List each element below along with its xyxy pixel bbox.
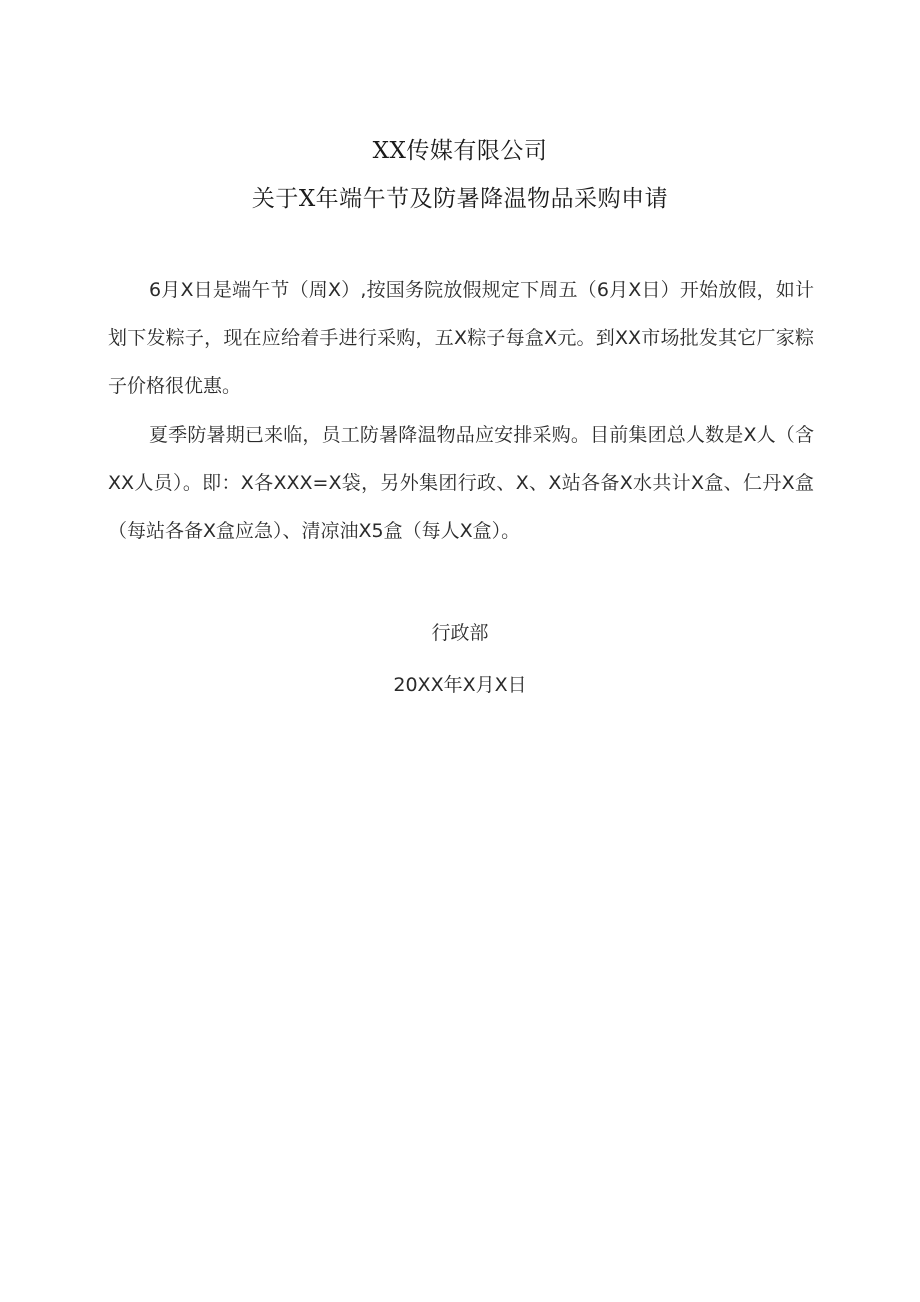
body-paragraph-1-block — [108, 266, 814, 410]
body-paragraph-2-block — [108, 411, 814, 555]
body-paragraph: 6月X日是端午节（周X）,按国务院放假规定下周五（6月X日）开始放假，如计划下发粽子，现在应给着手进行采购，五X粽子每盒X元。到XX市场批发其它厂家粽子价格很优惠。 — [108, 279, 814, 397]
company-title: XX传媒有限公司 — [372, 138, 548, 164]
document-subject-title: 关于X年端午节及防暑降温物品采购申请 — [251, 186, 669, 212]
signature-date: 20XX年X月X日 — [393, 674, 527, 696]
body-paragraph: 夏季防暑期已来临，员工防暑降温物品应安排采购。目前集团总人数是X人（含XX人员）。即：X各XXX=X袋，另外集团行政、X、X站各备X水共计X盒、仁丹X盒（每站各备X盒应急）、清凉油X5盒（每人X盒）。 — [108, 424, 814, 542]
signature-department: 行政部 — [431, 622, 489, 644]
